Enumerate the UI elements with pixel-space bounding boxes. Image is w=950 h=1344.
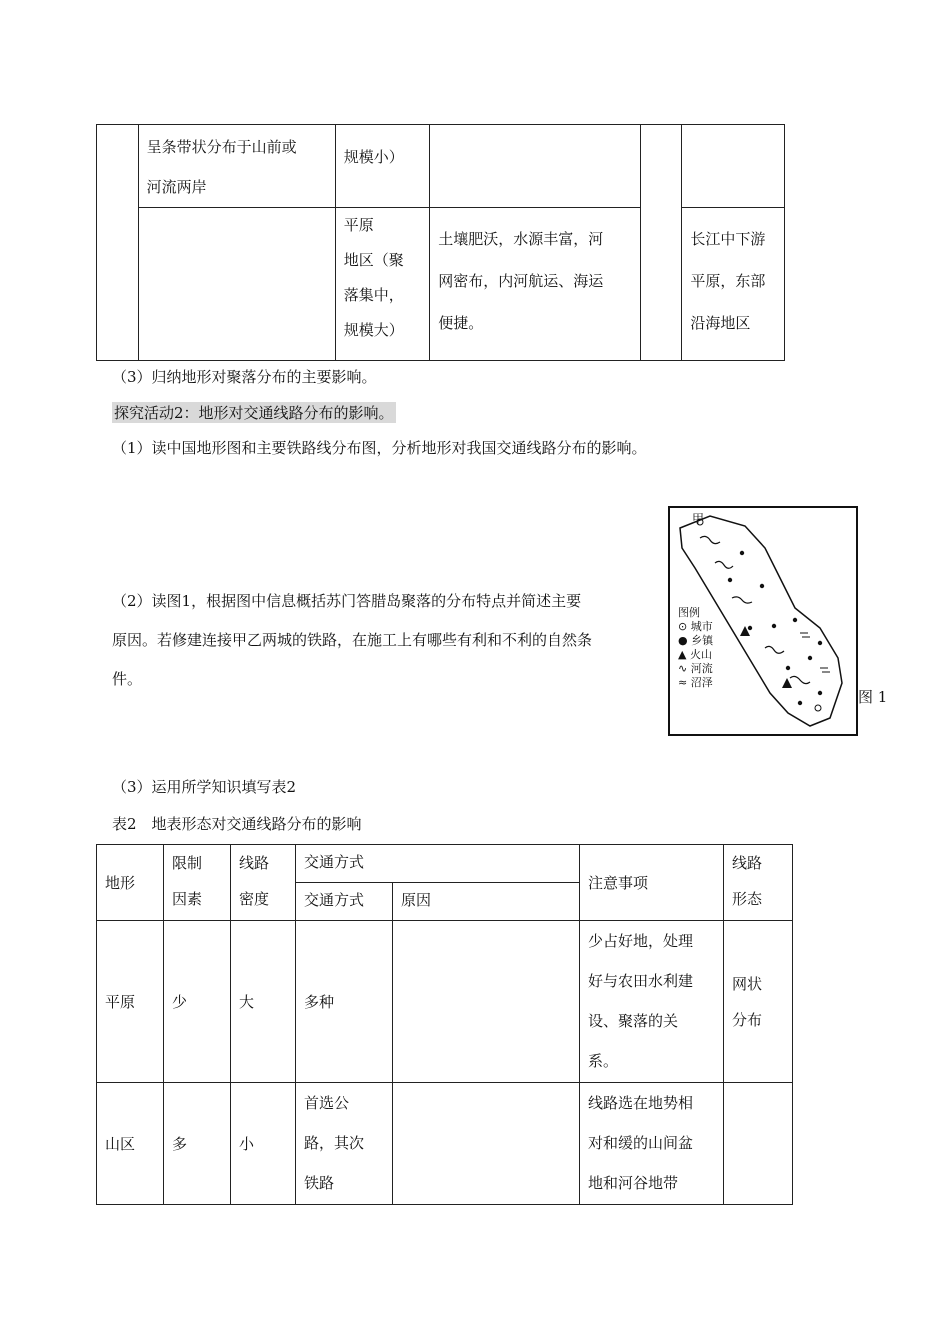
table2-cell [580,1083,724,1205]
swamp-symbols [800,633,830,672]
legend-town: 乡镇 [691,634,714,647]
table1-text: 河流两岸 [146,178,207,196]
table1-r1-c2 [138,125,335,208]
table1-text: 沿海地区 [690,314,751,332]
table2-header: 交通方式 [296,845,580,883]
table1-text: 呈条带状分布于山前或 [146,138,297,156]
table2-cell-text: 网状 [732,974,763,993]
table1-text: 网密布，内河航运、海运 [438,272,604,290]
swamp-icon: ≈ [678,676,691,689]
table1-r2-c4 [430,208,640,361]
table2-header [164,845,231,921]
town-icon: ● [678,634,692,647]
river-lines [700,536,810,683]
table2-cell: 多种 [296,921,393,1083]
map-legend [678,606,713,690]
table1-text: 平原 [343,216,374,234]
activity-2-question-3: （3）运用所学知识填写表2 [112,778,297,796]
table1-r1-c6 [682,125,785,208]
activity-2-question-2: 原因。若修建连接甲乙两城的铁路，在施工上有哪些有利和不利的自然条 [112,631,593,649]
table2-header: 注意事项 [580,845,724,921]
table2-header-text: 线路 [239,854,270,872]
table1-text: 规模小） [343,148,404,166]
table1-text: 落集中， [343,286,404,304]
table2-cell-text: 线路选在地势相 [588,1094,694,1112]
legend-river: 河流 [690,662,713,675]
table2-cell-text: 分布 [732,1010,763,1029]
table2-cell-text: 首选公 [304,1094,350,1112]
table1-r2-c6 [682,208,785,361]
table2-cell-text: 好与农田水利建 [588,972,694,990]
legend-swamp: 沼泽 [690,676,713,689]
legend-volcano: 火山 [689,648,712,661]
table2-cell-text: 路，其次 [304,1134,365,1152]
sumatra-map [668,506,858,736]
transport-table [96,844,793,1205]
table2-header: 交通方式 [296,883,393,921]
table2-cell-text: 少占好地，处理 [588,932,694,950]
table2-cell: 小 [231,1083,296,1205]
table2-cell-text: 对和缓的山间盆 [588,1134,694,1152]
table2-cell [393,1083,580,1205]
table1-text: 土壤肥沃，水源丰富，河 [438,230,604,248]
table2-header [231,845,296,921]
volcano-icon: ▲ [678,648,690,661]
table2-title: 表2 地表形态对交通线路分布的影响 [112,815,362,833]
table2-cell: 多 [164,1083,231,1205]
table2-cell [580,921,724,1083]
table1-text: 规模大） [343,321,404,339]
table2-cell-text: 系。 [588,1052,619,1070]
table2-cell-text: 设、聚落的关 [588,1012,679,1030]
table1-r2-c3 [335,208,430,361]
table1-text: 平原，东部 [690,272,766,290]
table2-cell [724,921,793,1083]
legend-city: 城市 [690,620,713,633]
settlement-table [96,124,785,361]
table1-col5 [640,125,682,361]
table2-header: 地形 [97,845,164,921]
table2-cell-text: 地和河谷地带 [588,1174,679,1192]
table-row [97,921,793,1083]
table1-r1-c4 [430,125,640,208]
legend-title: 图例 [678,606,700,619]
table1-r2-c2 [138,208,335,361]
city-icon: ⊙ [678,620,691,633]
table2-header-text: 限制 [172,854,203,872]
table1-r1-c3 [335,125,430,208]
activity-2-question-2: 件。 [112,670,143,688]
table1-text: 地区（聚 [343,251,404,269]
table1-col1 [97,125,139,361]
table2-cell [296,1083,393,1205]
table2-cell: 平原 [97,921,164,1083]
town-dots [728,551,822,705]
map-label-jia: 甲 [692,512,705,526]
volcano-icon [782,678,792,688]
river-icon: ∿ [678,662,691,675]
table2-cell [724,1083,793,1205]
table2-cell [393,921,580,1083]
activity-2-heading: 探究活动2：地形对交通线路分布的影响。 [114,404,394,422]
table2-header: 原因 [393,883,580,921]
table2-cell: 大 [231,921,296,1083]
table1-text: 长江中下游 [690,230,766,248]
table1-text: 便捷。 [438,314,484,332]
table-row [97,1083,793,1205]
activity-2-question-2: （2）读图1，根据图中信息概括苏门答腊岛聚落的分布特点并简述主要 [112,592,582,610]
activity-2-question-1: （1）读中国地形图和主要铁路线分布图，分析地形对我国交通线路分布的影响。 [112,439,647,457]
figure-caption: 图 1 [858,688,888,706]
table2-cell: 山区 [97,1083,164,1205]
table2-cell-text: 铁路 [304,1174,335,1192]
question-3: （3）归纳地形对聚落分布的主要影响。 [112,368,377,386]
table2-header-text: 密度 [239,890,270,908]
table2-header [724,845,793,921]
table2-header-text: 因素 [172,890,203,908]
table2-header-text: 线路 [732,854,763,872]
table2-cell: 少 [164,921,231,1083]
table2-header-text: 形态 [732,890,763,908]
city-yi-marker [815,705,821,711]
